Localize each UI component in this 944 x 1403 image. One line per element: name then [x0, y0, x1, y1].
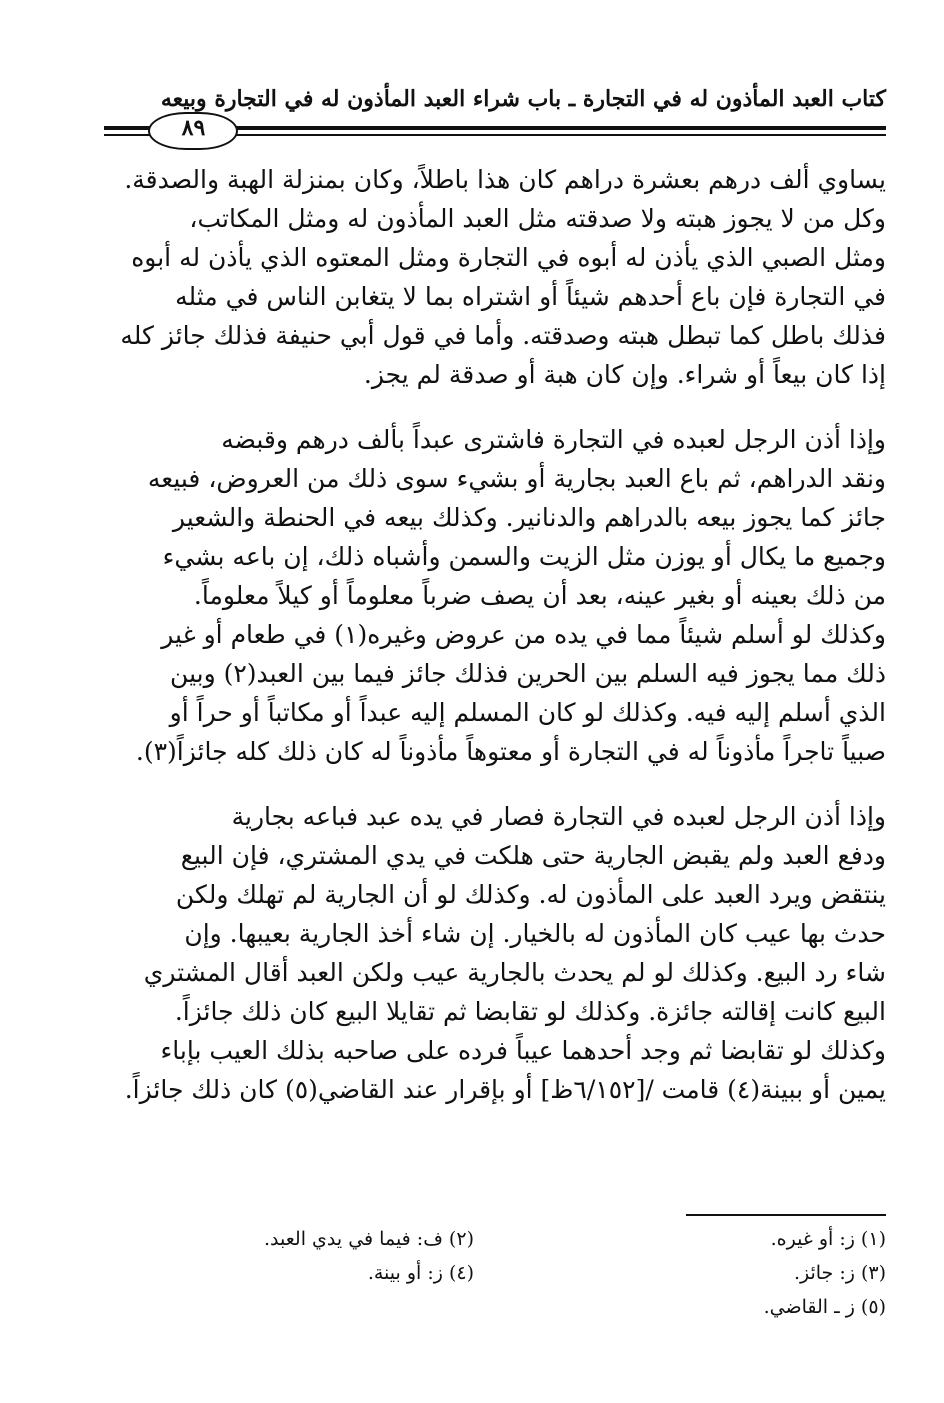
paragraph-3 [104, 797, 886, 1109]
text-line: ودفع العبد ولم يقبض الجارية حتى هلكت في يدي المشتري، فإن البيع [180, 841, 886, 870]
text-line: وكذلك لو أسلم شيئاً مما في يده من عروض وغيره(١) في طعام أو غير [161, 620, 886, 649]
text-line: الذي أسلم إليه فيه. وكذلك لو كان المسلم إليه عبداً أو مكاتباً أو حراً أو [169, 698, 886, 727]
text-line: يساوي ألف درهم بعشرة دراهم كان هذا باطلاً، وكان بمنزلة الهبة والصدقة. [124, 165, 886, 194]
footnote-4: (٤) ز: أو بينة. [367, 1262, 474, 1284]
text-line: وجميع ما يكال أو يوزن مثل الزيت والسمن وأشباه ذلك، إن باعه بشيء [162, 542, 886, 571]
footnote-3: (٣) ز: جائز. [793, 1262, 886, 1284]
text-line: جائز كما يجوز بيعه بالدراهم والدنانير. وكذلك بيعه في الحنطة والشعير [172, 503, 886, 532]
text-line: يمين أو ببينة(٤) قامت /[٦/١٥٢ظ] أو بإقرار عند القاضي(٥) كان ذلك جائزاً. [124, 1075, 886, 1104]
paragraph-1 [104, 160, 886, 394]
page-number: ٨٩ [181, 115, 206, 141]
paragraph-2 [104, 420, 886, 771]
text-line: وإذا أذن الرجل لعبده في التجارة فصار في يده عبد فباعه بجارية [231, 802, 886, 831]
text-line: ومثل الصبي الذي يأذن له أبوه في التجارة ومثل المعتوه الذي يأذن له أبوه [131, 243, 886, 272]
footnote-2: (٢) ف: فيما في يدي العبد. [264, 1228, 474, 1250]
header-title: كتاب العبد المأذون له في التجارة ـ باب شراء العبد المأذون له في التجارة وبيعه [160, 86, 886, 112]
text-line: ذلك مما يجوز فيه السلم بين الحرين فذلك جائز فيما بين العبد(٢) وبين [170, 659, 886, 688]
text-line: من ذلك بعينه أو بغير عينه، بعد أن يصف ضرباً معلوماً أو كيلاً معلوماً. [193, 581, 886, 610]
text-line: البيع كانت إقالته جائزة. وكذلك لو تقابضا ثم تقايلا البيع كان ذلك جائزاً. [174, 997, 886, 1026]
footnote-5: (٥) ز ـ القاضي. [763, 1296, 886, 1318]
footnote-1: (١) ز: أو غيره. [770, 1228, 886, 1250]
text-line: فذلك باطل كما تبطل هبته وصدقته. وأما في قول أبي حنيفة فذلك جائز كله [120, 321, 886, 350]
text-line: إذا كان بيعاً أو شراء. وإن كان هبة أو صدقة لم يجز. [363, 360, 886, 389]
main-text [104, 160, 886, 1109]
footnote-separator [686, 1214, 886, 1216]
text-line: حدث بها عيب كان المأذون له بالخيار. إن شاء أخذ الجارية بعيبها. وإن [184, 919, 886, 948]
text-line: وإذا أذن الرجل لعبده في التجارة فاشترى عبداً بألف درهم وقبضه [221, 425, 886, 454]
text-line: في التجارة فإن باع أحدهم شيئاً أو اشتراه بما لا يتغابن الناس في مثله [175, 282, 886, 311]
text-line: وكذلك لو تقابضا ثم وجد أحدهما عيباً فرده على صاحبه بذلك العيب بإباء [160, 1036, 886, 1065]
text-line: ونقد الدراهم، ثم باع العبد بجارية أو بشيء سوى ذلك من العروض، فبيعه [147, 464, 886, 493]
text-line: وكل من لا يجوز هبته ولا صدقته مثل العبد المأذون له ومثل المكاتب، [189, 204, 886, 233]
text-line: شاء رد البيع. وكذلك لو لم يحدث بالجارية عيب ولكن العبد أقال المشتري [143, 958, 886, 987]
text-line: صبياً تاجراً مأذوناً له في التجارة أو معتوهاً مأذوناً له كان ذلك كله جائزاً(٣). [135, 737, 886, 766]
text-line: ينتقض ويرد العبد على المأذون له. وكذلك لو أن الجارية لم تهلك ولكن [175, 880, 886, 909]
